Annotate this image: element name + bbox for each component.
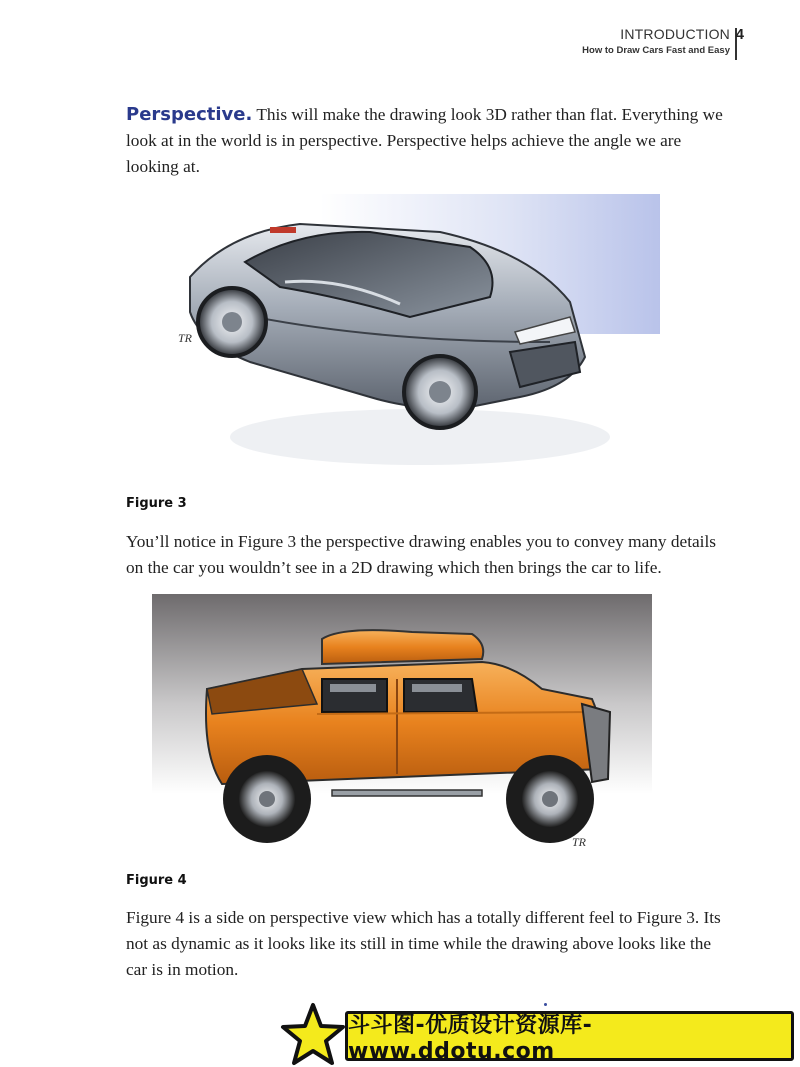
artist-signature: TR: [572, 835, 587, 849]
roof: [322, 630, 483, 664]
intro-text: This will make the drawing look 3D rather than flat. Everything we look at in the world is in perspective. Perspective helps achieve the angle we are looking at.: [126, 105, 723, 176]
paragraph-2: You’ll notice in Figure 3 the perspective drawing enables you to convey many details on the car you wouldn’t see in a 2D drawing which then brings the car to life.: [126, 532, 716, 577]
side-step: [332, 790, 482, 796]
intro-lead: Perspective.: [126, 104, 253, 125]
tail-light: [270, 227, 296, 233]
star-icon: [280, 1002, 346, 1066]
figure-3-caption: Figure 3: [126, 496, 187, 511]
paragraph-3: Figure 4 is a side on perspective view which has a totally different feel to Figure 3. Its not as dynamic as it looks like its still in time while the drawing above looks like the car is in motion.: [126, 908, 721, 979]
figure-3-image: [170, 192, 662, 482]
front-window: [404, 679, 477, 712]
suv-illustration: [152, 594, 652, 856]
decorative-dot: [544, 1003, 547, 1006]
intro-paragraph: [126, 102, 726, 180]
header-section: INTRODUCTION: [620, 26, 730, 42]
artist-signature: TR: [178, 331, 193, 345]
figure-4-caption: Figure 4: [126, 873, 187, 888]
figure-4-image: [152, 594, 652, 856]
running-header: [582, 26, 730, 56]
sports-car-illustration: [170, 192, 662, 482]
rear-window: [322, 679, 387, 712]
page-number: 4: [735, 26, 744, 43]
watermark-banner: [345, 1011, 794, 1064]
header-book-title: How to Draw Cars Fast and Easy: [582, 45, 730, 56]
watermark-text: 斗斗图-优质设计资源库-www.ddotu.com: [348, 1013, 593, 1064]
